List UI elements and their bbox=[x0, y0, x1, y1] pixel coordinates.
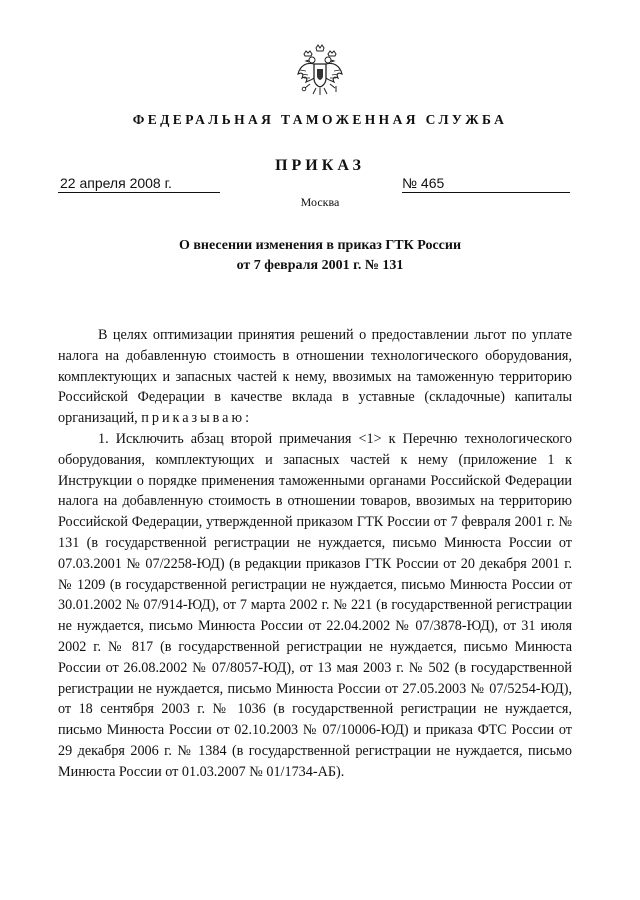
subject-line-1: О внесении изменения в приказ ГТК России bbox=[178, 238, 462, 253]
intro-text: В целях оптимизации принятия решений о предоставлении льгот по уплате налога на добавленную стоимость в отношении технологического оборудования, комплектующих и запасных частей к нему, ввозимых на таможенную территорию Российской Федерации в качестве вклада в уставные (складочные) капиталы организаций, bbox=[58, 327, 572, 427]
order-subject bbox=[0, 236, 640, 276]
subject-line-2: от 7 февраля 2001 г. № 131 bbox=[236, 258, 404, 273]
coat-of-arms-icon bbox=[296, 44, 344, 96]
order-body bbox=[58, 325, 572, 783]
intro-paragraph bbox=[58, 325, 572, 429]
item-1-paragraph: 1. Исключить абзац второй примечания <1> к Перечню технологического оборудования, комплектующих и запасных частей к нему (приложение 1 к Инструкции о порядке применения таможенными органами Российской Федерации налога на добавленную стоимость в отношении товаров, ввозимых на территорию Российской Федерации, утвержденной приказом ГТК России от 7 февраля 2001 г. № 131 (в государственной регистрации не нуждается, письмо Минюста России от 07.03.2001 № 07/2258-ЮД) (в редакции приказов ГТК России от 20 декабря 2001 г. № 1209 (в государственной регистрации не нуждается, письмо Минюста России от 30.01.2002 № 07/914-ЮД), от 7 марта 2002 г. № 221 (в государственной регистрации не нуждается, письмо Минюста России от 22.04.2002 № 07/3878-ЮД), от 31 июля 2002 г. № 817 (в государственной регистрации не нуждается, письмо Минюста России от 26.08.2002 № 07/8057-ЮД), от 13 мая 2003 г. № 502 (в государственной регистрации не нуждается, письмо Минюста России от 27.05.2003 № 07/5254-ЮД), от 18 сентября 2003 г. № 1036 (в государственной регистрации не нуждается, письмо Минюста России от 02.10.2003 № 07/10006-ЮД) и приказа ФТС России от 29 декабря 2006 г. № 1384 (в государственной регистрации не нуждается, письмо Минюста России от 01.03.2007 № 01/1734-АБ). bbox=[58, 430, 572, 780]
order-word: приказываю: bbox=[141, 410, 253, 427]
document-type: ПРИКАЗ bbox=[275, 157, 365, 174]
order-date: 22 апреля 2008 г. bbox=[58, 174, 220, 193]
agency-name: ФЕДЕРАЛЬНАЯ ТАМОЖЕННАЯ СЛУЖБА bbox=[132, 112, 508, 127]
order-city: Москва bbox=[300, 195, 340, 209]
order-number: № 465 bbox=[402, 174, 570, 193]
